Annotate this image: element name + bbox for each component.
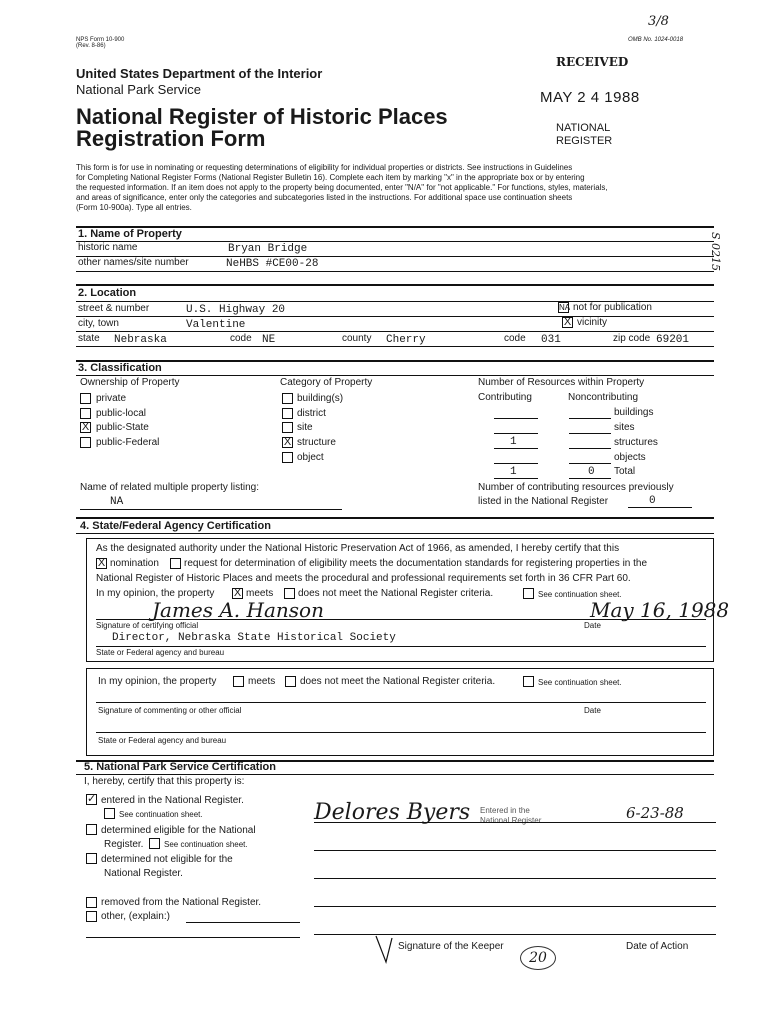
- not-eligible-checkbox[interactable]: [86, 853, 97, 864]
- category-site-label: site: [297, 422, 313, 433]
- entered-label: entered in the National Register.: [101, 795, 244, 806]
- date-of-action-label: Date of Action: [626, 941, 689, 952]
- section-5-title: 5. National Park Service Certification: [84, 761, 276, 773]
- zip-value[interactable]: 69201: [656, 334, 690, 346]
- form-number: NPS Form 10-900: [76, 37, 125, 43]
- blank-line: [569, 478, 611, 479]
- resource-row-label: buildings: [614, 407, 654, 418]
- blank-line: [86, 937, 300, 938]
- rule: [76, 316, 714, 317]
- instructions-line: (Form 10-900a). Type all entries.: [76, 203, 192, 212]
- rule: [76, 346, 714, 347]
- previously-listed-value[interactable]: 0: [649, 495, 656, 507]
- form-subtitle: Registration Form: [76, 126, 266, 151]
- blank-line: [628, 507, 692, 508]
- blank-line: [569, 463, 611, 464]
- related-listing-value[interactable]: NA: [110, 496, 124, 508]
- stamp-register: REGISTER: [556, 135, 613, 147]
- keeper-signature: Delores Byers: [314, 800, 471, 825]
- city-label: city, town: [78, 318, 119, 329]
- rule: [76, 533, 714, 534]
- county-code-value[interactable]: 031: [541, 334, 561, 346]
- blank-line: [494, 463, 538, 464]
- resource-row-label: sites: [614, 422, 635, 433]
- certify-label: I, hereby, certify that this property is:: [84, 776, 245, 787]
- county-code-label: code: [504, 333, 526, 344]
- page-mark: 20: [520, 946, 556, 970]
- category-district-checkbox[interactable]: [282, 408, 293, 419]
- rule: [76, 331, 714, 332]
- other-label: other, (explain:): [101, 911, 170, 922]
- resource-contributing-value[interactable]: 1: [510, 436, 517, 448]
- blank-line: [80, 509, 342, 510]
- continuation2-checkbox[interactable]: [523, 676, 534, 687]
- ownership-public-federal-label: public-Federal: [96, 437, 160, 448]
- cert-line-2: request for determination of eligibility meets the documentation standards for registering properties in the: [184, 558, 648, 569]
- eligible-label-2: Register.: [104, 839, 144, 850]
- opinion2-label: In my opinion, the property: [98, 676, 217, 687]
- entered-checkbox[interactable]: ✓: [87, 793, 97, 805]
- category-district-label: district: [297, 408, 326, 419]
- resource-row-label: objects: [614, 452, 646, 463]
- stamp-received: RECEIVED: [556, 55, 629, 69]
- dept-name: United States Department of the Interior: [76, 66, 323, 81]
- county-label: county: [342, 333, 372, 344]
- ownership-heading: Ownership of Property: [80, 377, 180, 388]
- agency2-label: State or Federal agency and bureau: [98, 736, 227, 745]
- instructions: [76, 163, 716, 213]
- zip-label: zip code: [613, 333, 651, 344]
- vicinity-checkbox[interactable]: X: [563, 316, 572, 328]
- cert-line-3: National Register of Historic Places and meets the procedural and professional requirements set forth in 36 CFR Part 60.: [96, 573, 631, 584]
- category-site-checkbox[interactable]: [282, 422, 293, 433]
- continuation3-checkbox[interactable]: [104, 808, 115, 819]
- eligible-label-1: determined eligible for the National: [101, 825, 256, 836]
- section-3-title: 3. Classification: [78, 362, 162, 374]
- noncontributing-heading: Noncontributing: [568, 392, 639, 403]
- blank-line: [569, 448, 611, 449]
- nomination-label: nomination: [110, 558, 159, 569]
- date-label: Date: [584, 621, 601, 630]
- blank-line: [569, 418, 611, 419]
- section-4-title: 4. State/Federal Agency Certification: [80, 520, 271, 532]
- blank-line: [494, 448, 538, 449]
- not-for-publication-checkbox[interactable]: NA: [559, 303, 571, 312]
- removed-label: removed from the National Register.: [101, 897, 262, 908]
- blank-line: [314, 906, 716, 907]
- side-mark: S 0215: [709, 232, 722, 272]
- certifying-date-value: May 16, 1988: [590, 598, 730, 622]
- continuation4-label: See continuation sheet.: [164, 840, 248, 849]
- state-value[interactable]: Nebraska: [114, 334, 167, 346]
- blank-line: [494, 478, 538, 479]
- eligibility-request-checkbox[interactable]: [170, 558, 181, 569]
- rule: [76, 517, 714, 519]
- blank-line: [186, 922, 300, 923]
- keeper-title-line-1: Entered in the: [480, 806, 530, 815]
- ownership-public-state-checkbox[interactable]: X: [81, 421, 90, 433]
- related-listing-label: Name of related multiple property listing:: [80, 482, 259, 493]
- state-label: state: [78, 333, 100, 344]
- action-date-value: 6-23-88: [626, 804, 684, 822]
- ownership-public-federal-checkbox[interactable]: [80, 437, 91, 448]
- blank-line: [314, 822, 716, 823]
- resource-total-contributing[interactable]: 1: [510, 466, 517, 478]
- form-title: National Register of Historic Places: [76, 104, 448, 129]
- resource-total-noncontributing[interactable]: 0: [588, 466, 595, 478]
- ownership-private-checkbox[interactable]: [80, 393, 91, 404]
- other-names-label: other names/site number: [78, 257, 189, 268]
- category-structure-checkbox[interactable]: X: [283, 436, 292, 448]
- pen-stroke-icon: [372, 932, 398, 972]
- contributing-heading: Contributing: [478, 392, 532, 403]
- category-building-label: building(s): [297, 393, 344, 404]
- agency-label: State or Federal agency and bureau: [96, 648, 225, 657]
- category-object-label: object: [297, 452, 324, 463]
- code-label: code: [230, 333, 252, 344]
- ownership-public-state-label: public-State: [96, 422, 149, 433]
- previously-listed-label-2: listed in the National Register: [478, 496, 609, 507]
- ownership-private-label: private: [96, 393, 127, 404]
- historic-name-value[interactable]: Bryan Bridge: [228, 243, 308, 255]
- not-eligible-label-1: determined not eligible for the: [101, 854, 233, 865]
- category-heading: Category of Property: [280, 377, 373, 388]
- instructions-line: and areas of significance, enter only the categories and subcategories listed in the instructions. For additional space use continuation sheets: [76, 193, 573, 202]
- historic-name-label: historic name: [78, 242, 138, 253]
- rule: [76, 375, 714, 376]
- opinion-label: In my opinion, the property: [96, 588, 215, 599]
- rule: [76, 360, 714, 362]
- date2-label: Date: [584, 706, 601, 715]
- continuation3-label: See continuation sheet.: [119, 810, 203, 819]
- vicinity-label: vicinity: [577, 317, 608, 328]
- agency-value[interactable]: Director, Nebraska State Historical Society: [112, 632, 396, 644]
- blank-line: [96, 619, 706, 620]
- street-label: street & number: [78, 303, 150, 314]
- blank-line: [569, 433, 611, 434]
- stamp-national: NATIONAL: [556, 122, 611, 134]
- certifying-signature: James A. Hanson: [152, 598, 324, 622]
- blank-line: [96, 702, 706, 703]
- blank-line: [494, 433, 538, 434]
- city-value[interactable]: Valentine: [186, 319, 246, 331]
- resource-row-label: Total: [614, 466, 636, 477]
- category-object-checkbox[interactable]: [282, 452, 293, 463]
- ownership-public-local-checkbox[interactable]: [80, 408, 91, 419]
- resources-heading: Number of Resources within Property: [478, 377, 645, 388]
- removed-checkbox[interactable]: [86, 897, 97, 908]
- county-value[interactable]: Cherry: [386, 334, 426, 346]
- blank-line: [314, 850, 716, 851]
- omb-number: OMB No. 1024-0018: [628, 37, 684, 43]
- eligible-checkbox[interactable]: [86, 824, 97, 835]
- stamp-date: MAY 2 4 1988: [540, 89, 640, 106]
- ownership-public-local-label: public-local: [96, 408, 147, 419]
- keeper-title-line-2: National Register: [480, 816, 542, 825]
- continuation-label: See continuation sheet.: [538, 590, 622, 599]
- other-checkbox[interactable]: [86, 911, 97, 922]
- previously-listed-label-1: Number of contributing resources previously: [478, 482, 674, 493]
- service-name: National Park Service: [76, 82, 201, 97]
- keeper-signature-label: Signature of the Keeper: [398, 941, 504, 952]
- rule: [76, 284, 714, 286]
- commenting-signature-label: Signature of commenting or other official: [98, 706, 242, 715]
- instructions-line: for Completing National Register Forms (National Register Bulletin 16). Complete each item by marking "x" in the appropriate box or by entering: [76, 173, 585, 182]
- blank-line: [96, 646, 706, 647]
- does-not-meet-label: does not meet the National Register criteria.: [298, 588, 494, 599]
- section-1-title: 1. Name of Property: [78, 228, 182, 240]
- does-not-meet2-label: does not meet the National Register criteria.: [300, 676, 496, 687]
- nomination-checkbox[interactable]: X: [97, 557, 106, 569]
- category-structure-label: structure: [297, 437, 336, 448]
- continuation4-checkbox[interactable]: [149, 838, 160, 849]
- meets2-checkbox[interactable]: [233, 676, 244, 687]
- instructions-line: This form is for use in nominating or requesting determinations of eligibility for individual properties or districts. See instructions in Guidelines: [76, 163, 573, 172]
- code-value[interactable]: NE: [262, 334, 276, 346]
- rule: [76, 241, 714, 242]
- rule: [76, 774, 714, 775]
- meets-checkbox[interactable]: X: [233, 587, 242, 599]
- continuation-checkbox[interactable]: [523, 588, 534, 599]
- signature-label: Signature of certifying official: [96, 621, 199, 630]
- blank-line: [96, 732, 706, 733]
- meets-label: meets: [246, 588, 274, 599]
- not-eligible-label-2: National Register.: [104, 868, 183, 879]
- category-building-checkbox[interactable]: [282, 393, 293, 404]
- instructions-line: the requested information. If an item does not apply to the property being documented, enter "N/A" for "not applicable." For functions, styles, materials,: [76, 183, 608, 192]
- does-not-meet2-checkbox[interactable]: [285, 676, 296, 687]
- blank-line: [314, 878, 716, 879]
- rule: [76, 271, 714, 272]
- resource-row-label: structures: [614, 437, 658, 448]
- section-2-title: 2. Location: [78, 287, 137, 299]
- meets2-label: meets: [248, 676, 276, 687]
- street-value[interactable]: U.S. Highway 20: [186, 304, 286, 316]
- corner-mark: 3/8: [648, 14, 669, 29]
- continuation2-label: See continuation sheet.: [538, 678, 622, 687]
- form-revision: (Rev. 8-86): [76, 43, 106, 49]
- blank-line: [494, 418, 538, 419]
- not-for-publication-label: not for publication: [573, 302, 652, 313]
- cert-line-1: As the designated authority under the National Historic Preservation Act of 1966, as amended, I hereby certify that this: [96, 543, 620, 554]
- other-names-value[interactable]: NeHBS #CE00-28: [226, 258, 319, 270]
